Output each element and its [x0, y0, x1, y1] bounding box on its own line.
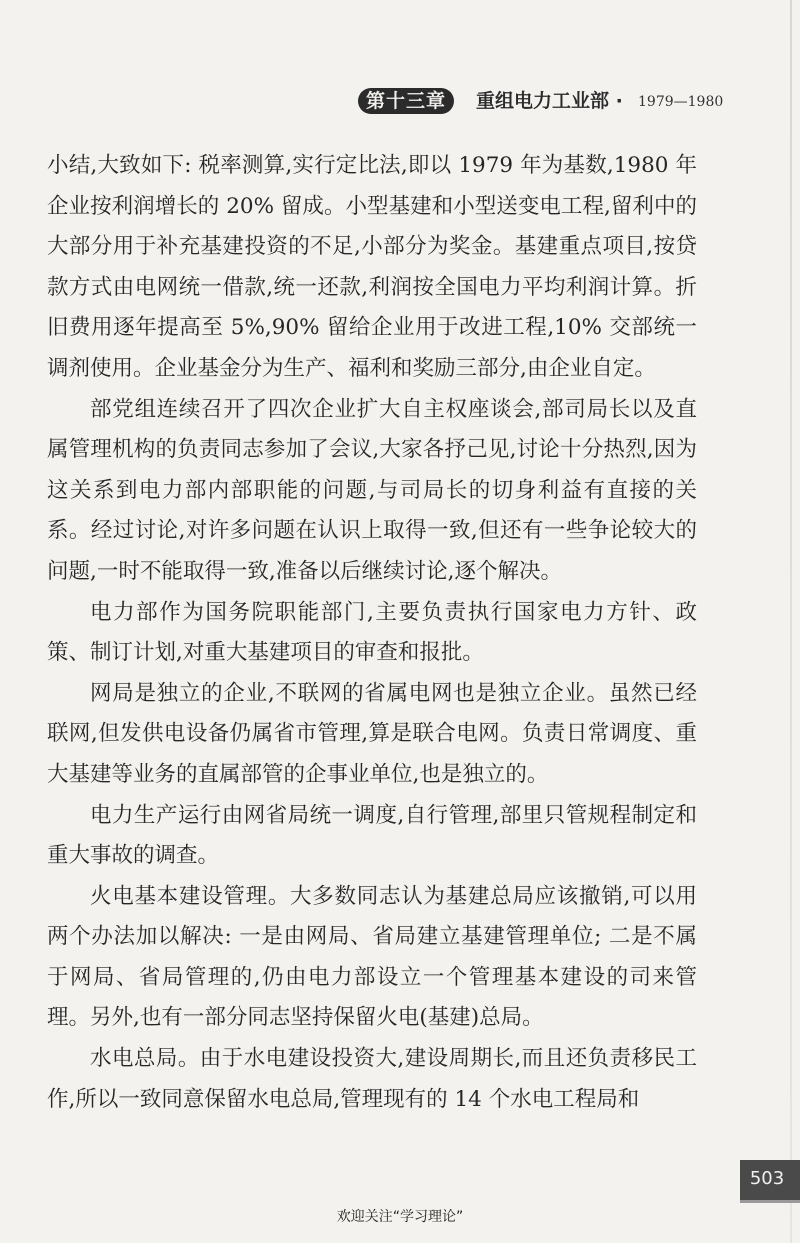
chapter-badge: 第十三章: [358, 88, 454, 114]
chapter-years: 1979—1980: [638, 94, 724, 110]
paragraph-4: 网局是独立的企业,不联网的省属电网也是独立企业。虽然已经联网,但发供电设备仍属省市管理,算是联合电网。负责日常调度、重大基建等业务的直属部管的企事业单位,也是独立的。: [47, 680, 697, 787]
paragraph-2: 部党组连续召开了四次企业扩大自主权座谈会,部司局长以及直属管理机构的负责同志参加了会议,大家各抒己见,讨论十分热烈,因为这关系到电力部内部职能的问题,与司局长的切身利益有直接的关系。经过讨论,对许多问题在认识上取得一致,但还有一些争论较大的问题,一时不能取得一致,准备以后继续讨论,逐个解决。: [47, 396, 697, 584]
paragraph-3: 电力部作为国务院职能部门,主要负责执行国家电力方针、政策、制订计划,对重大基建项目的审查和报批。: [47, 599, 697, 666]
paragraph-5: 电力生产运行由网省局统一调度,自行管理,部里只管规程制定和重大事故的调查。: [47, 802, 697, 869]
page-number: 503: [749, 1168, 785, 1189]
running-header: [0, 86, 800, 116]
page-edge: [790, 0, 792, 1243]
paragraph-6: 火电基本建设管理。大多数同志认为基建总局应该撤销,可以用两个办法加以解决: 一是由网局、省局建立基建管理单位; 二是不属于网局、省局管理的,仍由电力部设立一个管理基本建设的司来管理。另外,也有一部分同志坚持保留火电(基建)总局。: [47, 883, 697, 1031]
paragraph-1: 小结,大致如下: 税率测算,实行定比法,即以 1979 年为基数,1980 年企业按利润增长的 20% 留成。小型基建和小型送变电工程,留利中的大部分用于补充基建投资的不足,小部分为奖金。基建重点项目,按贷款方式由电网统一借款,统一还款,利润按全国电力平均利润计算。折旧费用逐年提高至 5%,90% 留给企业用于改进工程,10% 交部统一调剂使用。企业基金分为生产、福利和奖励三部分,由企业自定。: [47, 153, 697, 381]
body-text: [47, 146, 697, 1120]
chapter-title: 重组电力工业部 ·: [476, 90, 623, 112]
footer-note: 欢迎关注“学习理论”: [336, 1209, 464, 1225]
page-tab-stripe: [740, 1200, 800, 1203]
paragraph-7: 水电总局。由于水电建设投资大,建设周期长,而且还负责移民工作,所以一致同意保留水电总局,管理现有的 14 个水电工程局和: [47, 1046, 697, 1112]
